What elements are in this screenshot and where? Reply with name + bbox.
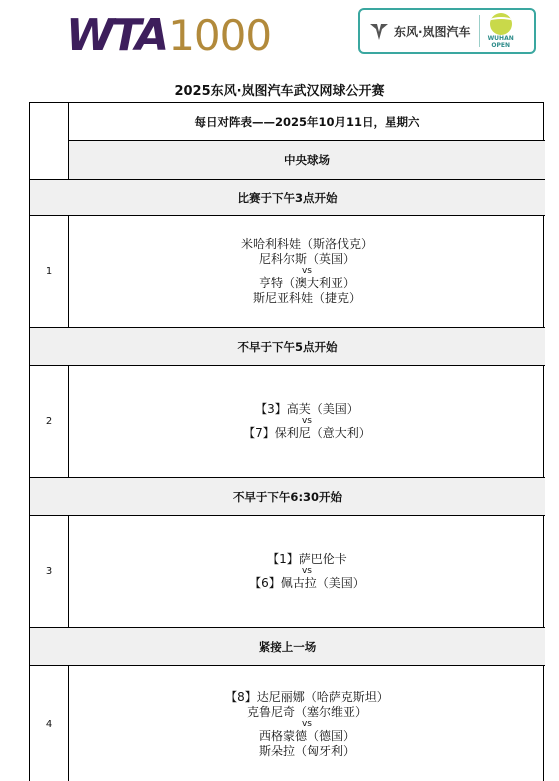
wuhan-open-word-2: OPEN [491, 42, 510, 49]
player-name: 【3】高芙（美国） [255, 402, 359, 416]
time-header: 不早于下午6:30开始 [232, 489, 343, 504]
match-number: 4 [45, 719, 53, 730]
wta-logo-word: WTA [66, 10, 167, 61]
sponsor-logo [358, 8, 536, 54]
time-header: 紧接上一场 [258, 639, 317, 654]
tennis-ball-icon [490, 13, 512, 35]
wta-1000-logo [66, 12, 271, 60]
wuhan-open-logo [488, 13, 514, 49]
voyah-icon [368, 20, 390, 42]
player-name: 克鲁尼奇（塞尔维亚） [246, 705, 367, 719]
match-entry [69, 366, 545, 477]
page-title: 2025东风·岚图汽车武汉网球公开赛 [174, 84, 385, 99]
player-name: 米哈利科娃（斯洛伐克） [240, 237, 373, 251]
sponsor-divider [479, 15, 480, 47]
player-name: 亨特（澳大利亚） [258, 276, 355, 290]
match-entry [69, 666, 545, 781]
vs-label: vs [301, 719, 312, 729]
match-entry [69, 216, 545, 327]
vs-label: vs [301, 416, 312, 426]
vs-label: vs [301, 566, 312, 576]
match-number: 1 [45, 266, 53, 277]
match-number: 3 [45, 566, 53, 577]
player-name: 【8】达尼丽娜（哈萨克斯坦） [225, 690, 389, 704]
player-name: 尼科尔斯（英国） [258, 252, 355, 266]
sponsor-name: 东风·岚图汽车 [394, 24, 471, 39]
time-header: 不早于下午5点开始 [237, 339, 338, 354]
player-name: 西格蒙德（德国） [258, 729, 355, 743]
schedule-heading: 每日对阵表——2025年10月11日，星期六 [194, 114, 420, 129]
player-name: 斯朵拉（匈牙利） [258, 744, 355, 758]
court-name: 中央球场 [284, 153, 330, 167]
player-name: 【7】保利尼（意大利） [243, 426, 371, 440]
player-name: 斯尼亚科娃（捷克） [252, 291, 361, 305]
player-name: 【1】萨巴伦卡 [267, 552, 347, 566]
wta-logo-number: 1000 [168, 11, 272, 60]
match-number: 2 [45, 416, 53, 427]
schedule-table [29, 102, 544, 781]
wuhan-open-word-1: WUHAN [487, 35, 514, 42]
match-entry [69, 516, 545, 627]
player-name: 【6】佩古拉（美国） [249, 576, 365, 590]
vs-label: vs [301, 266, 312, 276]
time-header: 比赛于下午3点开始 [237, 190, 338, 205]
